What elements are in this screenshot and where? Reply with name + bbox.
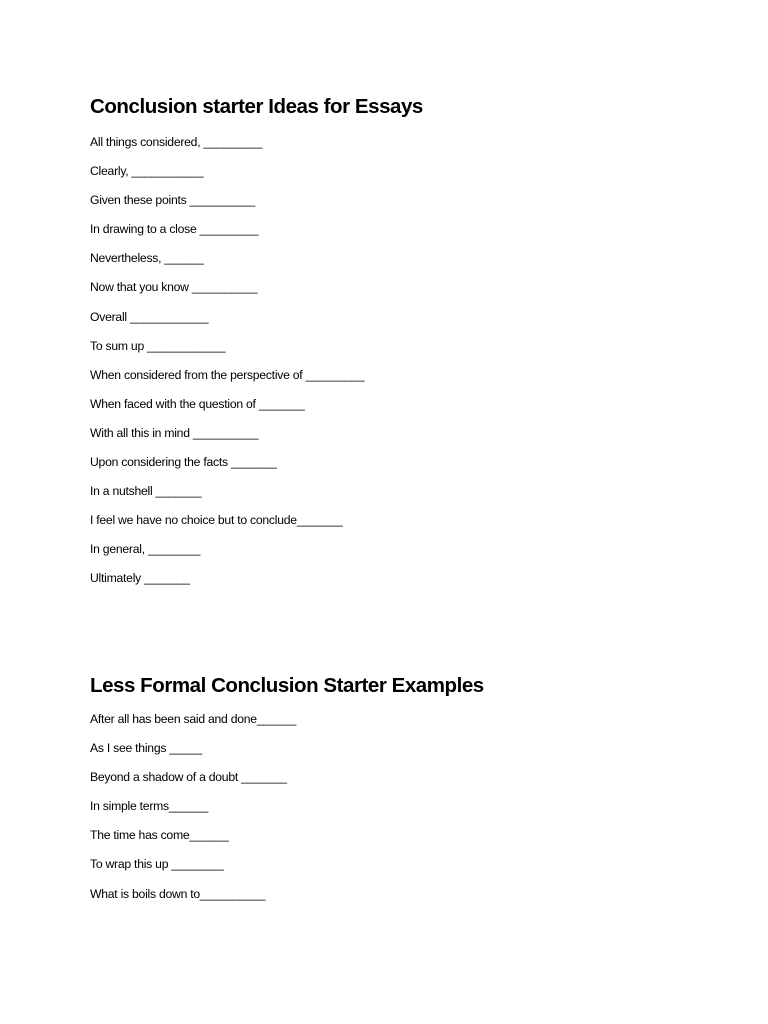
list-item: In drawing to a close _________ <box>90 222 259 237</box>
list-item: Given these points __________ <box>90 193 255 208</box>
conclusion-starter-list <box>90 128 730 594</box>
list-item: Nevertheless, ______ <box>90 251 204 266</box>
list-item: Clearly, ___________ <box>90 164 204 179</box>
list-item: After all has been said and done______ <box>90 712 296 726</box>
list-item: As I see things _____ <box>90 741 202 756</box>
list-item: I feel we have no choice but to conclude_______ <box>90 513 343 528</box>
list-item: All things considered, _________ <box>90 135 263 149</box>
list-item: Ultimately _______ <box>90 571 190 586</box>
list-item: When faced with the question of _______ <box>90 396 305 411</box>
list-item: In general, ________ <box>90 542 201 557</box>
list-item: With all this in mind __________ <box>90 425 259 440</box>
list-item: In a nutshell _______ <box>90 484 202 499</box>
list-item: Overall ____________ <box>90 309 209 324</box>
list-item: Now that you know __________ <box>90 280 258 295</box>
conclusion-starter-list <box>90 705 730 909</box>
list-item: When considered from the perspective of _________ <box>90 367 365 382</box>
formal-conclusion-starters-section <box>90 93 730 594</box>
list-item: What is boils down to__________ <box>90 886 266 901</box>
informal-conclusion-starters-section <box>90 672 730 909</box>
section-heading: Conclusion starter Ideas for Essays <box>90 95 423 118</box>
list-item: Beyond a shadow of a doubt _______ <box>90 770 287 785</box>
list-item: Upon considering the facts _______ <box>90 455 277 470</box>
list-item: To sum up ____________ <box>90 338 226 353</box>
list-item: To wrap this up ________ <box>90 857 224 872</box>
list-item: In simple terms______ <box>90 799 209 814</box>
list-item: The time has come______ <box>90 828 229 843</box>
section-heading: Less Formal Conclusion Starter Examples <box>90 674 484 697</box>
